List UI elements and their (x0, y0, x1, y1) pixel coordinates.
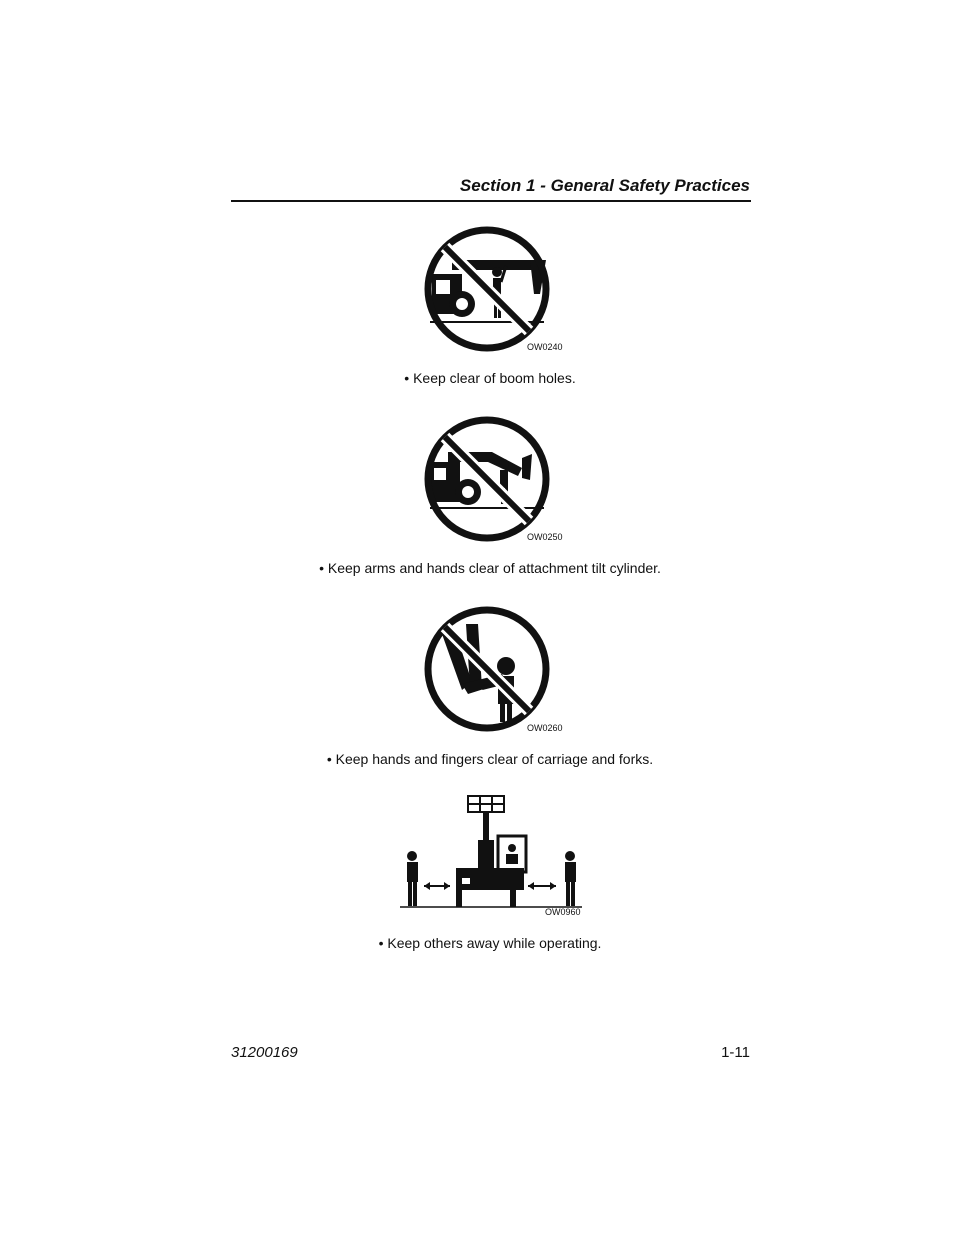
bullet-text: • Keep arms and hands clear of attachment tilt cylinder. (319, 560, 661, 576)
figure-code: OW0250 (527, 532, 563, 542)
document-number: 31200169 (231, 1044, 298, 1061)
figure-code: OW0240 (527, 342, 563, 352)
figure-code: OW0960 (545, 907, 581, 917)
header-rule (231, 200, 751, 202)
section-title: Section 1 - General Safety Practices (459, 176, 750, 195)
bullet-text: • Keep hands and fingers clear of carriage and forks. (326, 751, 654, 767)
bullet-text: • Keep clear of boom holes. (404, 370, 576, 386)
figure-code: OW0260 (527, 723, 563, 733)
no-hands-near-forks-icon (422, 604, 552, 734)
no-standing-under-boom-icon (422, 224, 552, 354)
bullet-text: • Keep others away while operating. (378, 935, 602, 951)
keep-others-away-icon (398, 794, 588, 910)
no-hands-near-tilt-cylinder-icon (422, 414, 552, 544)
page-number: 1-11 (721, 1044, 750, 1061)
